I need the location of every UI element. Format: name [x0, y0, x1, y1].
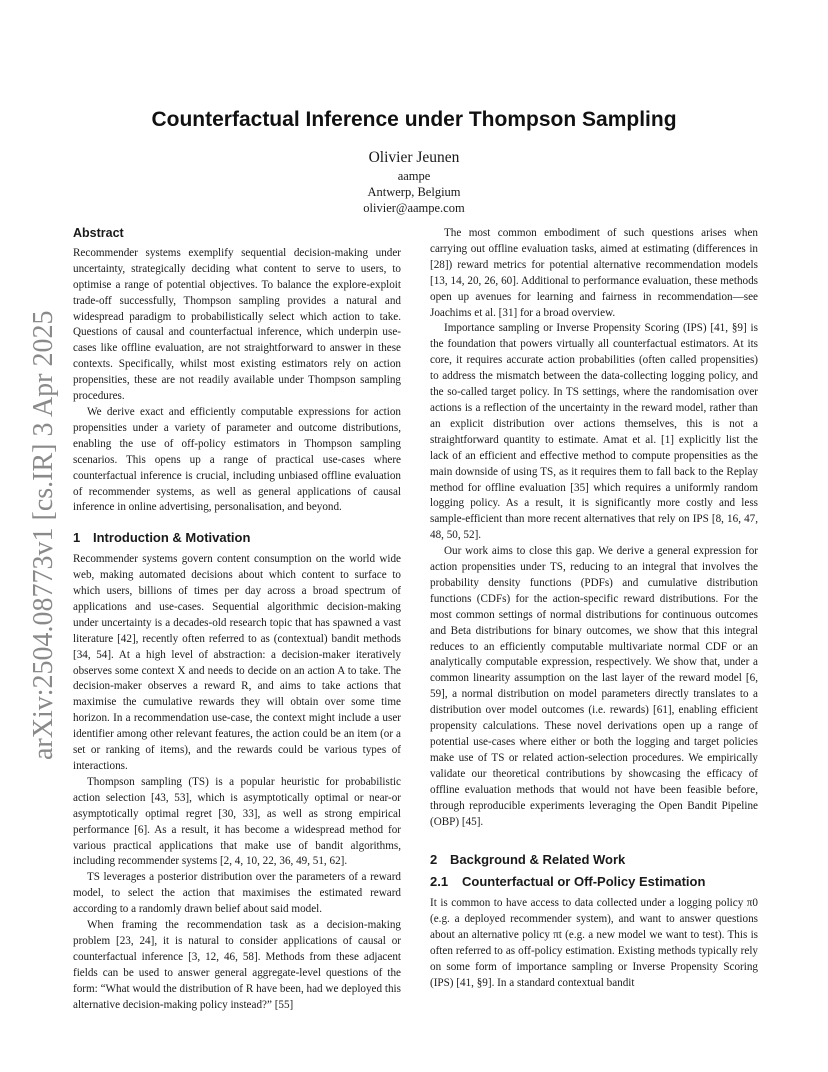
author-location: Antwerp, Belgium [367, 185, 461, 199]
abstract-paragraph-1: Recommender systems exemplify sequential decision-making under uncertainty, strategically deciding what content to serve to users, to optimise a range of potential objectives. To balance the explore-exploit trade-off successfully, Thompson sampling provides a natural and widespread paradigm to probabilistically select which action to take. Questions of causal and counterfactual inference, which underpin use-cases like offline evaluation, are not straightforward to answer in these contexts. Specifically, whilst most existing estimators rely on action propensities, these are not readily available under Thompson sampling procedures. [73, 246, 401, 403]
section-2-title: Background & Related Work [450, 852, 626, 868]
section-2-number: 2 [430, 852, 438, 868]
author-name: Olivier Jeunen [368, 149, 460, 166]
intro-paragraph-1: Recommender systems govern content consumption on the world wide web, making automated decisions about which content to surface to which users, billions of times per day across a broad spectrum of applications and use-cases. Sequential algorithmic decision-making under uncertainty is a decades-old research topic that has spawned a vast literature [42], recently often referred to as (contextual) bandit methods [34, 54]. At a high level of abstraction: a decision-maker iteratively observes some context X and needs to decide on an action A to take. The decision-maker observes a reward R, and aims to take actions that maximise the cumulative rewards they will obtain over some time horizon. In a recommendation use-case, the context might include a user identifier among other relevant features, the action could be an item (or a set or ranking of items), and the rewards could be various types of interactions. [73, 553, 401, 772]
author-block [0, 148, 828, 216]
paper-title: Counterfactual Inference under Thompson Sampling [151, 108, 677, 131]
right-paragraph-3: Our work aims to close this gap. We derive a general expression for action propensities under TS, reducing to an integral that involves the probability density functions (PDFs) and cumulative distribution functions (CDFs) for the action-specific reward distributions. For the most common settings of normal distributions for continuous outcomes and Beta distributions for binary outcomes, we show that this integral reduces to an efficiently computable multivariate normal CDF or an analytically computable expression, respectively. We show that, under a common linearity assumption on the last layer of the reward model [6, 59], a normal distribution on model parameters directly translates to a distribution over model outcomes (i.e. rewards) [61], enabling efficient propensity calculations. These novel derivations open up a range of potential use-cases where either or both the logging and target policies make use of TS or related action-selection procedures. We empirically validate our theoretical contributions by showcasing the efficacy of offline evaluation methods that would not have been feasible before, through reproducible experiments leveraging the Open Bandit Pipeline (OBP) [45]. [430, 545, 758, 828]
section-1-heading [73, 530, 401, 546]
right-paragraph-1: The most common embodiment of such questions arises when carrying out offline evaluation tasks, aimed at estimating (differences in [28]) reward metrics for potential alternative recommendation models [13, 14, 20, 26, 60]. Additional to performance evaluation, these methods open up avenues for learning and fairness in recommendation—see Joachims et al. [31] for a broad overview. [430, 227, 758, 319]
left-column [73, 226, 401, 1014]
intro-paragraph-2: Thompson sampling (TS) is a popular heuristic for probabilistic action selection [43, 53], which is asymptotically optimal or near-or asymptotically optimal regret [30, 33], as well as strong empirical performance [6]. As a result, it has become a widespread method for various practical applications that make use of bandit algorithms, including recommender systems [2, 4, 10, 22, 36, 49, 51, 62]. [73, 775, 401, 868]
intro-paragraph-4: When framing the recommendation task as a decision-making problem [23, 24], it is natural to consider applications of causal or counterfactual inference [3, 12, 46, 58]. Methods from these adjacent fields can be used to answer general aggregate-level questions of the form: “What would the distribution of R have been, had we deployed this alternative decision-making policy instead?” [55] [73, 919, 401, 1011]
abstract-heading: Abstract [73, 226, 124, 240]
arxiv-id: arXiv:2504.08773v1 [cs.IR] 3 Apr 2025 [28, 310, 59, 760]
abstract-paragraph-2: We derive exact and efficiently computable expressions for action propensities under a variety of parameter and outcome distributions, enabling the use of off-policy estimators in Thompson sampling scenarios. This opens up a range of practical use-cases where counterfactual inference is crucial, including unbiased offline evaluation of recommender systems, as well as general applications of causal inference in online advertising, personalisation, and beyond. [73, 405, 401, 514]
section-2-1-title: Counterfactual or Off-Policy Estimation [462, 874, 706, 890]
right-paragraph-2: Importance sampling or Inverse Propensity Scoring (IPS) [41, §9] is the foundation that powers virtually all counterfactual estimators. At its core, it requires accurate action probabilities (often called propensities) to address the mismatch between the data-collecting logging policy, and the so-called target policy. In TS settings, where the randomisation over actions is a reflection of the uncertainty in the reward model, rather than an explicit distribution over actions themselves, this is not a straightforward quantity to estimate. Amat et al. [1] explicitly list the lack of an efficient and effective method to compute propensities as the main downside of using TS, as it requires them to fall back to the Replay method for offline evaluation [35] which requires a uniformly random logging policy. As a result, it is significantly more costly and less sample-efficient than more recent alternatives that rely on IPS [8, 16, 47, 48, 50, 52]. [430, 322, 758, 542]
right-paragraph-4: It is common to have access to data collected under a logging policy π0 (e.g. a deployed recommender system), and want to answer questions about an alternative policy πt (e.g. a new model we want to test). This is often referred to as off-policy estimation. Existing methods typically rely on some form of importance sampling or Inverse Propensity Scoring (IPS) [41, §9]. In a standard contextual bandit [430, 897, 758, 989]
section-1-number: 1 [73, 530, 81, 546]
author-email: olivier@aampe.com [363, 201, 465, 215]
section-2-heading [430, 852, 758, 868]
section-2-1-heading [430, 874, 758, 890]
arxiv-watermark [22, 300, 62, 760]
author-affiliation: aampe [397, 169, 431, 183]
section-1-title: Introduction & Motivation [93, 530, 251, 546]
section-2-1-number: 2.1 [430, 874, 449, 890]
intro-paragraph-3: TS leverages a posterior distribution over the parameters of a reward model, to select the action that maximises the estimated reward according to a randomly drawn belief about said model. [73, 871, 401, 916]
right-column [430, 226, 758, 992]
